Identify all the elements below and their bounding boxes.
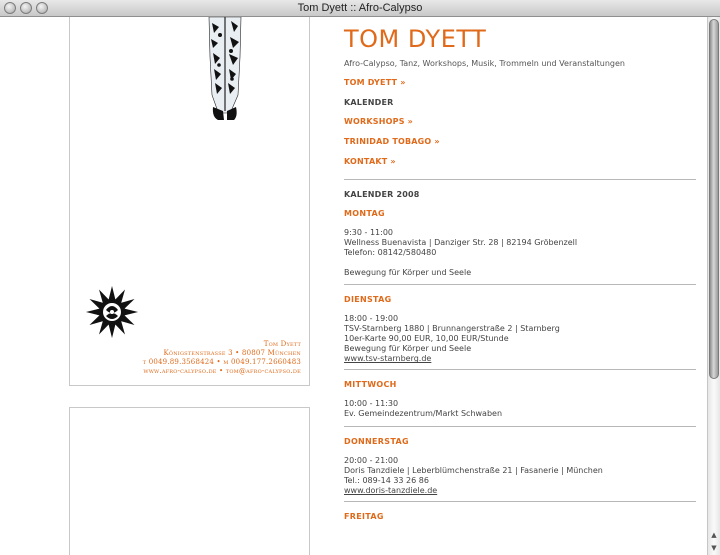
dancer-photo <box>205 17 245 122</box>
detail-line: Doris Tanzdiele | Leberblümchenstraße 21 | Fasanerie | München <box>344 466 603 476</box>
day-details-montag <box>344 228 696 278</box>
divider <box>344 426 696 427</box>
contact-web-email[interactable]: www.afro-calypso.de • tom@afro-calypso.de <box>143 367 301 375</box>
contact-name: Tom Dyett <box>263 340 301 348</box>
detail-line: Wellness Buenavista | Danziger Str. 28 | 82194 Gröbenzell <box>344 238 578 248</box>
contact-address <box>143 340 301 376</box>
day-details-donnerstag <box>344 456 696 496</box>
nav-item-trinidad-tobago[interactable]: TRINIDAD TOBAGO » <box>344 137 440 147</box>
vertical-scrollbar[interactable] <box>707 17 720 555</box>
detail-line: 10:00 - 11:30 <box>344 399 399 409</box>
contact-card <box>69 17 310 386</box>
detail-line: Bewegung für Körper und Seele <box>344 344 472 354</box>
day-heading-freitag: FREITAG <box>344 512 384 522</box>
detail-line: 18:00 - 19:00 <box>344 314 399 324</box>
detail-line <box>344 258 696 268</box>
page-title: TOM DYETT <box>344 25 487 53</box>
main-content <box>344 26 696 521</box>
day-details-dienstag <box>344 314 696 364</box>
detail-line: Bewegung für Körper und Seele <box>344 268 472 278</box>
nav-item-tom-dyett[interactable]: TOM DYETT » <box>344 78 406 87</box>
detail-line: 9:30 - 11:00 <box>344 228 393 238</box>
detail-line: Tel.: 089-14 33 26 86 <box>344 476 429 486</box>
nav-item-kontakt[interactable]: KONTAKT » <box>344 156 396 166</box>
tsv-starnberg-link[interactable]: www.tsv-starnberg.de <box>344 354 432 364</box>
scroll-down-arrow-icon[interactable]: ▼ <box>711 544 717 552</box>
window-controls <box>4 2 48 14</box>
detail-line: Telefon: 08142/580480 <box>344 248 437 258</box>
contact-street: Königstenstrasse 3 • 80807 München <box>163 349 301 357</box>
divider <box>344 501 696 502</box>
day-heading-dienstag: DIENSTAG <box>344 295 392 305</box>
tagline: Afro-Calypso, Tanz, Workshops, Musik, Trommeln und Veranstaltungen <box>344 59 625 68</box>
day-heading-donnerstag: DONNERSTAG <box>344 437 409 447</box>
detail-line: TSV-Starnberg 1880 | Brunnangerstraße 2 | Starnberg <box>344 324 560 334</box>
window-title: Tom Dyett :: Afro-Calypso <box>297 2 423 14</box>
detail-line: Ev. Gemeindezentrum/Markt Schwaben <box>344 409 503 419</box>
main-nav <box>344 78 696 176</box>
scrollbar-thumb[interactable] <box>709 19 719 379</box>
empty-card <box>69 407 310 555</box>
day-heading-montag: MONTAG <box>344 209 385 219</box>
detail-line: 10er-Karte 90,00 EUR, 10,00 EUR/Stunde <box>344 334 509 344</box>
divider <box>344 179 696 180</box>
calendar-heading: KALENDER 2008 <box>344 190 420 200</box>
day-heading-mittwoch: MITTWOCH <box>344 380 397 390</box>
divider <box>344 284 696 285</box>
doris-tanzdiele-link[interactable]: www.doris-tanzdiele.de <box>344 486 438 496</box>
window-titlebar <box>0 0 720 17</box>
close-window-button[interactable] <box>4 2 16 14</box>
contact-phones: t 0049.89.3568424 • m 0049.177.2660483 <box>142 358 301 366</box>
nav-item-workshops[interactable]: WORKSHOPS » <box>344 117 414 127</box>
nav-item-kalender[interactable]: KALENDER <box>344 97 394 107</box>
adinkra-emblem <box>85 285 139 339</box>
detail-line: 20:00 - 21:00 <box>344 456 399 466</box>
divider <box>344 369 696 370</box>
zoom-window-button[interactable] <box>36 2 48 14</box>
day-details-mittwoch <box>344 399 696 419</box>
scroll-up-arrow-icon[interactable]: ▲ <box>711 531 717 539</box>
minimize-window-button[interactable] <box>20 2 32 14</box>
scroll-arrows <box>708 529 720 555</box>
